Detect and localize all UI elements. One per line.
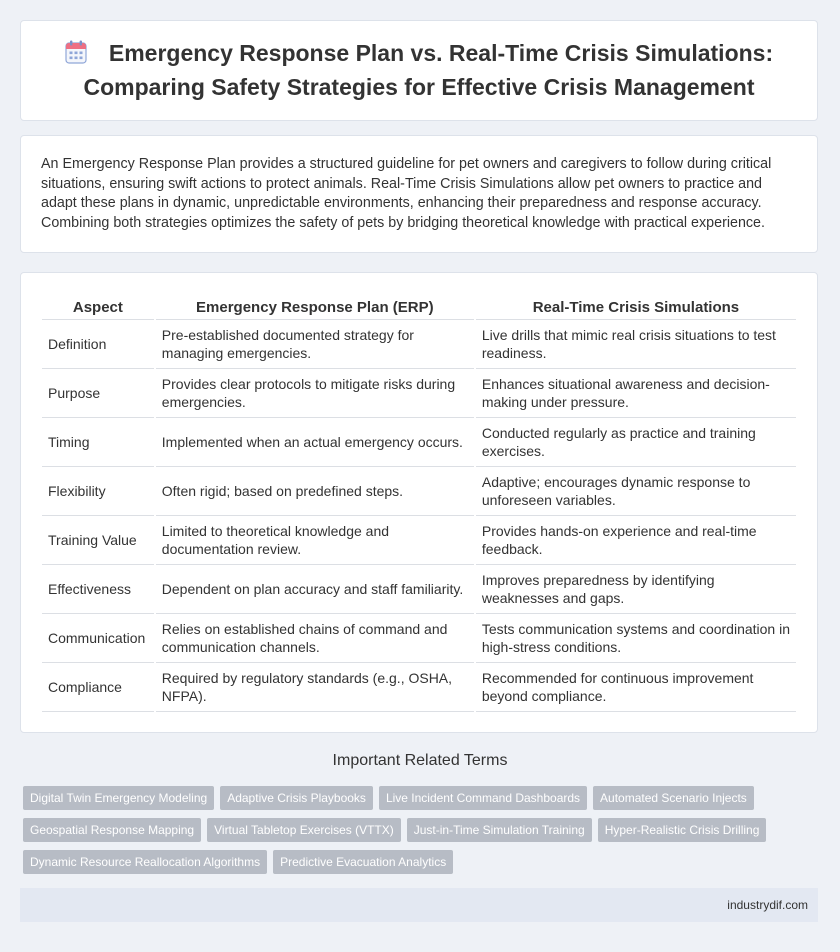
table-row: [42, 467, 796, 516]
row-simulations: Adaptive; encourages dynamic response to unforeseen variables.: [476, 467, 796, 516]
intro-paragraph: An Emergency Response Plan provides a structured guideline for pet owners and caregivers to follow during critical situations, ensuring swift actions to protect animals. Real-Time Crisis Simulations allow pet owners to practice and adapt these plans in dynamic, unpredictable environments, enhancing their preparedness and response accuracy. Combining both strategies optimizes the safety of pets by bridging theoretical knowledge with practical experience.: [41, 156, 772, 231]
row-aspect: Training Value: [42, 516, 154, 565]
related-term-tag[interactable]: Just-in-Time Simulation Training: [407, 818, 592, 842]
comparison-table: [40, 295, 798, 712]
row-erp: Provides clear protocols to mitigate risks during emergencies.: [156, 369, 474, 418]
row-aspect: Compliance: [42, 663, 154, 712]
header-simulations: Real-Time Crisis Simulations: [476, 295, 796, 320]
row-aspect: Timing: [42, 418, 154, 467]
row-aspect: Flexibility: [42, 467, 154, 516]
row-erp: Required by regulatory standards (e.g., OSHA, NFPA).: [156, 663, 474, 712]
header-aspect: Aspect: [42, 295, 154, 320]
related-terms-list: [23, 786, 823, 874]
page-title-text: Emergency Response Plan vs. Real-Time Crisis Simulations: Comparing Safety Strategies for Effective Crisis Management: [83, 40, 774, 100]
calendar-icon: [65, 40, 87, 72]
related-terms-heading: Important Related Terms: [332, 752, 508, 769]
table-row: [42, 614, 796, 663]
row-aspect: Communication: [42, 614, 154, 663]
row-simulations: Recommended for continuous improvement beyond compliance.: [476, 663, 796, 712]
related-term-tag[interactable]: Virtual Tabletop Exercises (VTTX): [207, 818, 401, 842]
comparison-table-card: [20, 272, 818, 733]
row-simulations: Provides hands-on experience and real-time feedback.: [476, 516, 796, 565]
row-simulations: Enhances situational awareness and decision-making under pressure.: [476, 369, 796, 418]
row-aspect: Definition: [42, 320, 154, 369]
row-simulations: Live drills that mimic real crisis situations to test readiness.: [476, 320, 796, 369]
row-simulations: Conducted regularly as practice and training exercises.: [476, 418, 796, 467]
intro-card: [20, 135, 818, 253]
page-title: [21, 38, 817, 103]
row-erp: Dependent on plan accuracy and staff familiarity.: [156, 565, 474, 614]
table-row: [42, 565, 796, 614]
footer-site-link[interactable]: industrydif.com: [727, 898, 808, 912]
table-row: [42, 663, 796, 712]
related-term-tag[interactable]: Digital Twin Emergency Modeling: [23, 786, 214, 810]
row-simulations: Improves preparedness by identifying weaknesses and gaps.: [476, 565, 796, 614]
row-aspect: Effectiveness: [42, 565, 154, 614]
row-aspect: Purpose: [42, 369, 154, 418]
row-erp: Implemented when an actual emergency occurs.: [156, 418, 474, 467]
related-term-tag[interactable]: Automated Scenario Injects: [593, 786, 754, 810]
table-row: [42, 516, 796, 565]
related-term-tag[interactable]: Live Incident Command Dashboards: [379, 786, 587, 810]
related-term-tag[interactable]: Predictive Evacuation Analytics: [273, 850, 453, 874]
row-erp: Relies on established chains of command and communication channels.: [156, 614, 474, 663]
related-term-tag[interactable]: Hyper-Realistic Crisis Drilling: [598, 818, 767, 842]
row-simulations: Tests communication systems and coordination in high-stress conditions.: [476, 614, 796, 663]
row-erp: Often rigid; based on predefined steps.: [156, 467, 474, 516]
table-row: [42, 418, 796, 467]
related-term-tag[interactable]: Dynamic Resource Reallocation Algorithms: [23, 850, 267, 874]
table-header-row: [42, 295, 796, 320]
table-row: [42, 369, 796, 418]
title-card: [20, 20, 818, 121]
row-erp: Limited to theoretical knowledge and documentation review.: [156, 516, 474, 565]
row-erp: Pre-established documented strategy for managing emergencies.: [156, 320, 474, 369]
header-erp: Emergency Response Plan (ERP): [156, 295, 474, 320]
table-row: [42, 320, 796, 369]
related-term-tag[interactable]: Geospatial Response Mapping: [23, 818, 201, 842]
related-term-tag[interactable]: Adaptive Crisis Playbooks: [220, 786, 373, 810]
footer: [20, 888, 818, 922]
